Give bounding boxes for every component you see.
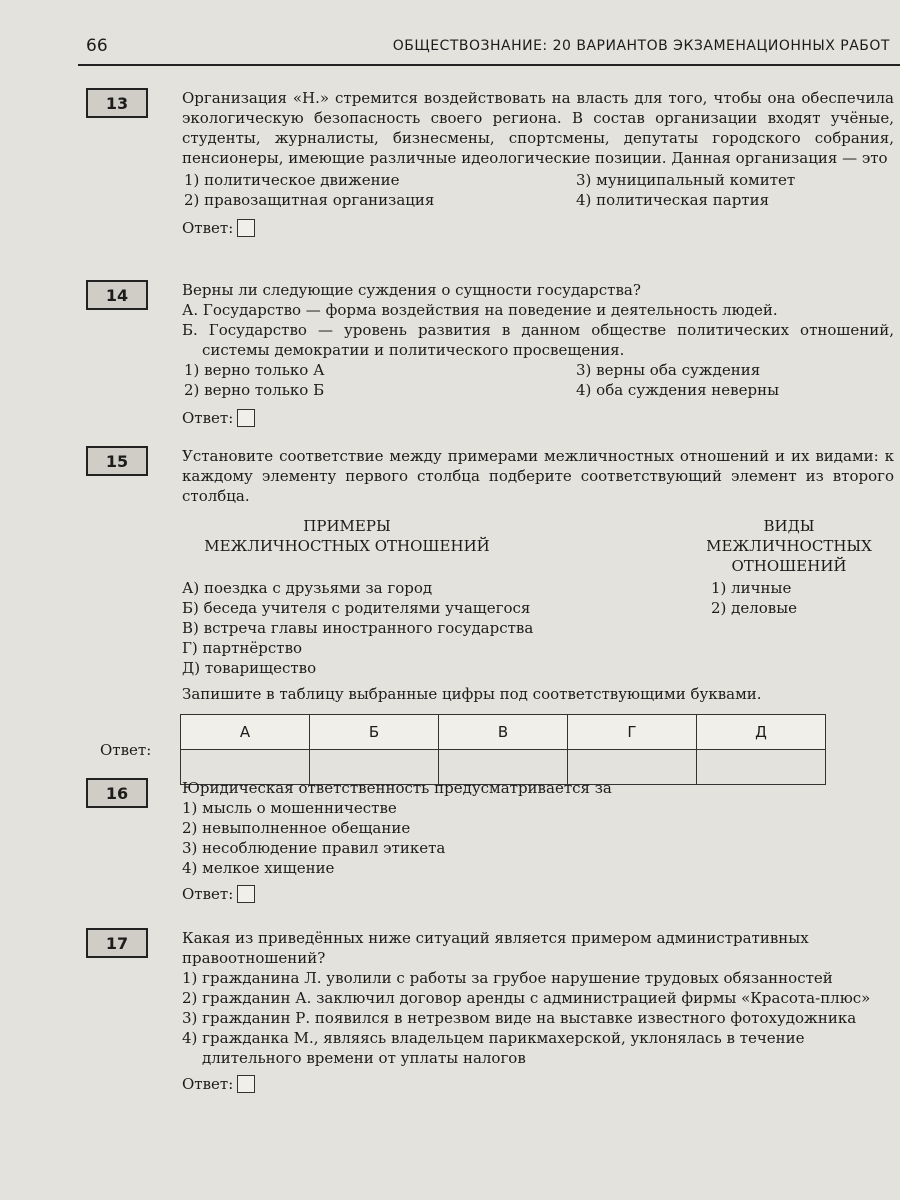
option[interactable]: 4) гражданка М., являясь владельцем парикмахерской, уклонялась в течение длительного времени от уплаты налогов — [182, 1029, 805, 1067]
answer-box[interactable] — [237, 1075, 255, 1093]
example-item: Б) беседа учителя с родителями учащегося — [182, 599, 531, 617]
page-header — [78, 34, 900, 64]
matching-headers — [182, 516, 894, 576]
task-number: 13 — [86, 88, 148, 118]
option[interactable]: 1) гражданина Л. уволили с работы за грубое нарушение трудовых обязанностей — [182, 969, 833, 987]
table-letter: В — [439, 715, 568, 750]
right-column-title: МЕЖЛИЧНОСТНЫХ ОТНОШЕНИЙ — [706, 537, 872, 575]
option[interactable]: 3) гражданин Р. появился в нетрезвом виде на выставке известного фотохудожника — [182, 1009, 857, 1027]
answer-table — [180, 714, 826, 785]
task-question: Юридическая ответственность предусматривается за — [182, 779, 612, 797]
header-divider — [78, 64, 900, 66]
right-column-title: ВИДЫ — [763, 517, 815, 535]
answer-label: Ответ: — [182, 885, 234, 903]
answer-row — [182, 884, 894, 904]
statement-a: А. Государство — форма воздействия на поведение и деятельность людей. — [182, 301, 778, 319]
option[interactable]: 2) гражданин А. заключил договор аренды с администрацией фирмы «Красота-плюс» — [182, 989, 871, 1007]
type-item: 2) деловые — [710, 599, 798, 617]
example-item: Д) товарищество — [182, 659, 317, 677]
answer-row — [182, 1074, 894, 1094]
options — [184, 170, 894, 210]
example-item: Г) партнёрство — [182, 639, 303, 657]
table-letter: Б — [310, 715, 439, 750]
answer-label: Ответ: — [182, 219, 234, 237]
examples-list — [182, 578, 683, 678]
answer-row — [182, 408, 894, 428]
option[interactable]: 4) мелкое хищение — [182, 859, 335, 877]
task-number: 14 — [86, 280, 148, 310]
example-item: В) встреча главы иностранного государства — [182, 619, 534, 637]
option[interactable]: 4) оба суждения неверны — [576, 381, 780, 399]
type-item: 1) личные — [710, 579, 792, 597]
example-item: А) поездка с друзьями за город — [182, 579, 433, 597]
option[interactable]: 1) мысль о мошенничестве — [182, 799, 397, 817]
option[interactable]: 4) политическая партия — [576, 191, 770, 209]
answer-box[interactable] — [237, 409, 255, 427]
table-letter: А — [181, 715, 310, 750]
option[interactable]: 2) верно только Б — [184, 381, 325, 399]
answer-label: Ответ: — [100, 740, 152, 759]
task-number: 15 — [86, 446, 148, 476]
task-text: Установите соответствие между примерами межличностных отношений и их видами: к каждому элементу первого столбца подберите соответствующий элемент из второго столбца. — [182, 447, 894, 505]
left-column-title: ПРИМЕРЫ — [303, 517, 391, 535]
book-title: ОБЩЕСТВОЗНАНИЕ: 20 ВАРИАНТОВ ЭКЗАМЕНАЦИОННЫХ РАБОТ — [392, 38, 890, 54]
option[interactable]: 2) правозащитная организация — [184, 191, 435, 209]
answer-box[interactable] — [237, 219, 255, 237]
task-question: Верны ли следующие суждения о сущности государства? — [182, 281, 641, 299]
task-text: Организация «Н.» стремится воздействовать на власть для того, чтобы она обеспечила экологическую безопасность своего региона. В состав организации входят учёные, студенты, журналисты, бизнесмены, спортсмены, депутаты городского собрания, пенсионеры, имеющие различные идеологические позиции. Данная организация — это — [182, 89, 894, 167]
types-list — [683, 578, 894, 678]
statement-b: Б. Государство — уровень развития в данном обществе политических отношений, системы демократии и политического просвещения. — [182, 321, 894, 359]
page-number: 66 — [86, 36, 108, 56]
options — [184, 360, 894, 400]
answer-label: Ответ: — [182, 409, 234, 427]
option[interactable]: 1) политическое движение — [184, 171, 400, 189]
table-letter: Д — [697, 715, 826, 750]
option[interactable]: 3) верны оба суждения — [576, 361, 761, 379]
task-question: Какая из приведённых ниже ситуаций является примером административных правоотношений? — [182, 929, 809, 967]
table-letter: Г — [568, 715, 697, 750]
task-number: 16 — [86, 778, 148, 808]
answer-table-row — [94, 714, 894, 785]
answer-box[interactable] — [237, 885, 255, 903]
matching-lists — [182, 578, 894, 678]
answer-label: Ответ: — [182, 1075, 234, 1093]
option[interactable]: 1) верно только А — [184, 361, 325, 379]
option[interactable]: 2) невыполненное обещание — [182, 819, 411, 837]
option[interactable]: 3) муниципальный комитет — [576, 171, 796, 189]
answer-row — [182, 218, 894, 238]
table-instruction: Запишите в таблицу выбранные цифры под соответствующими буквами. — [182, 685, 762, 703]
task-number: 17 — [86, 928, 148, 958]
option[interactable]: 3) несоблюдение правил этикета — [182, 839, 446, 857]
left-column-title: МЕЖЛИЧНОСТНЫХ ОТНОШЕНИЙ — [204, 537, 490, 555]
